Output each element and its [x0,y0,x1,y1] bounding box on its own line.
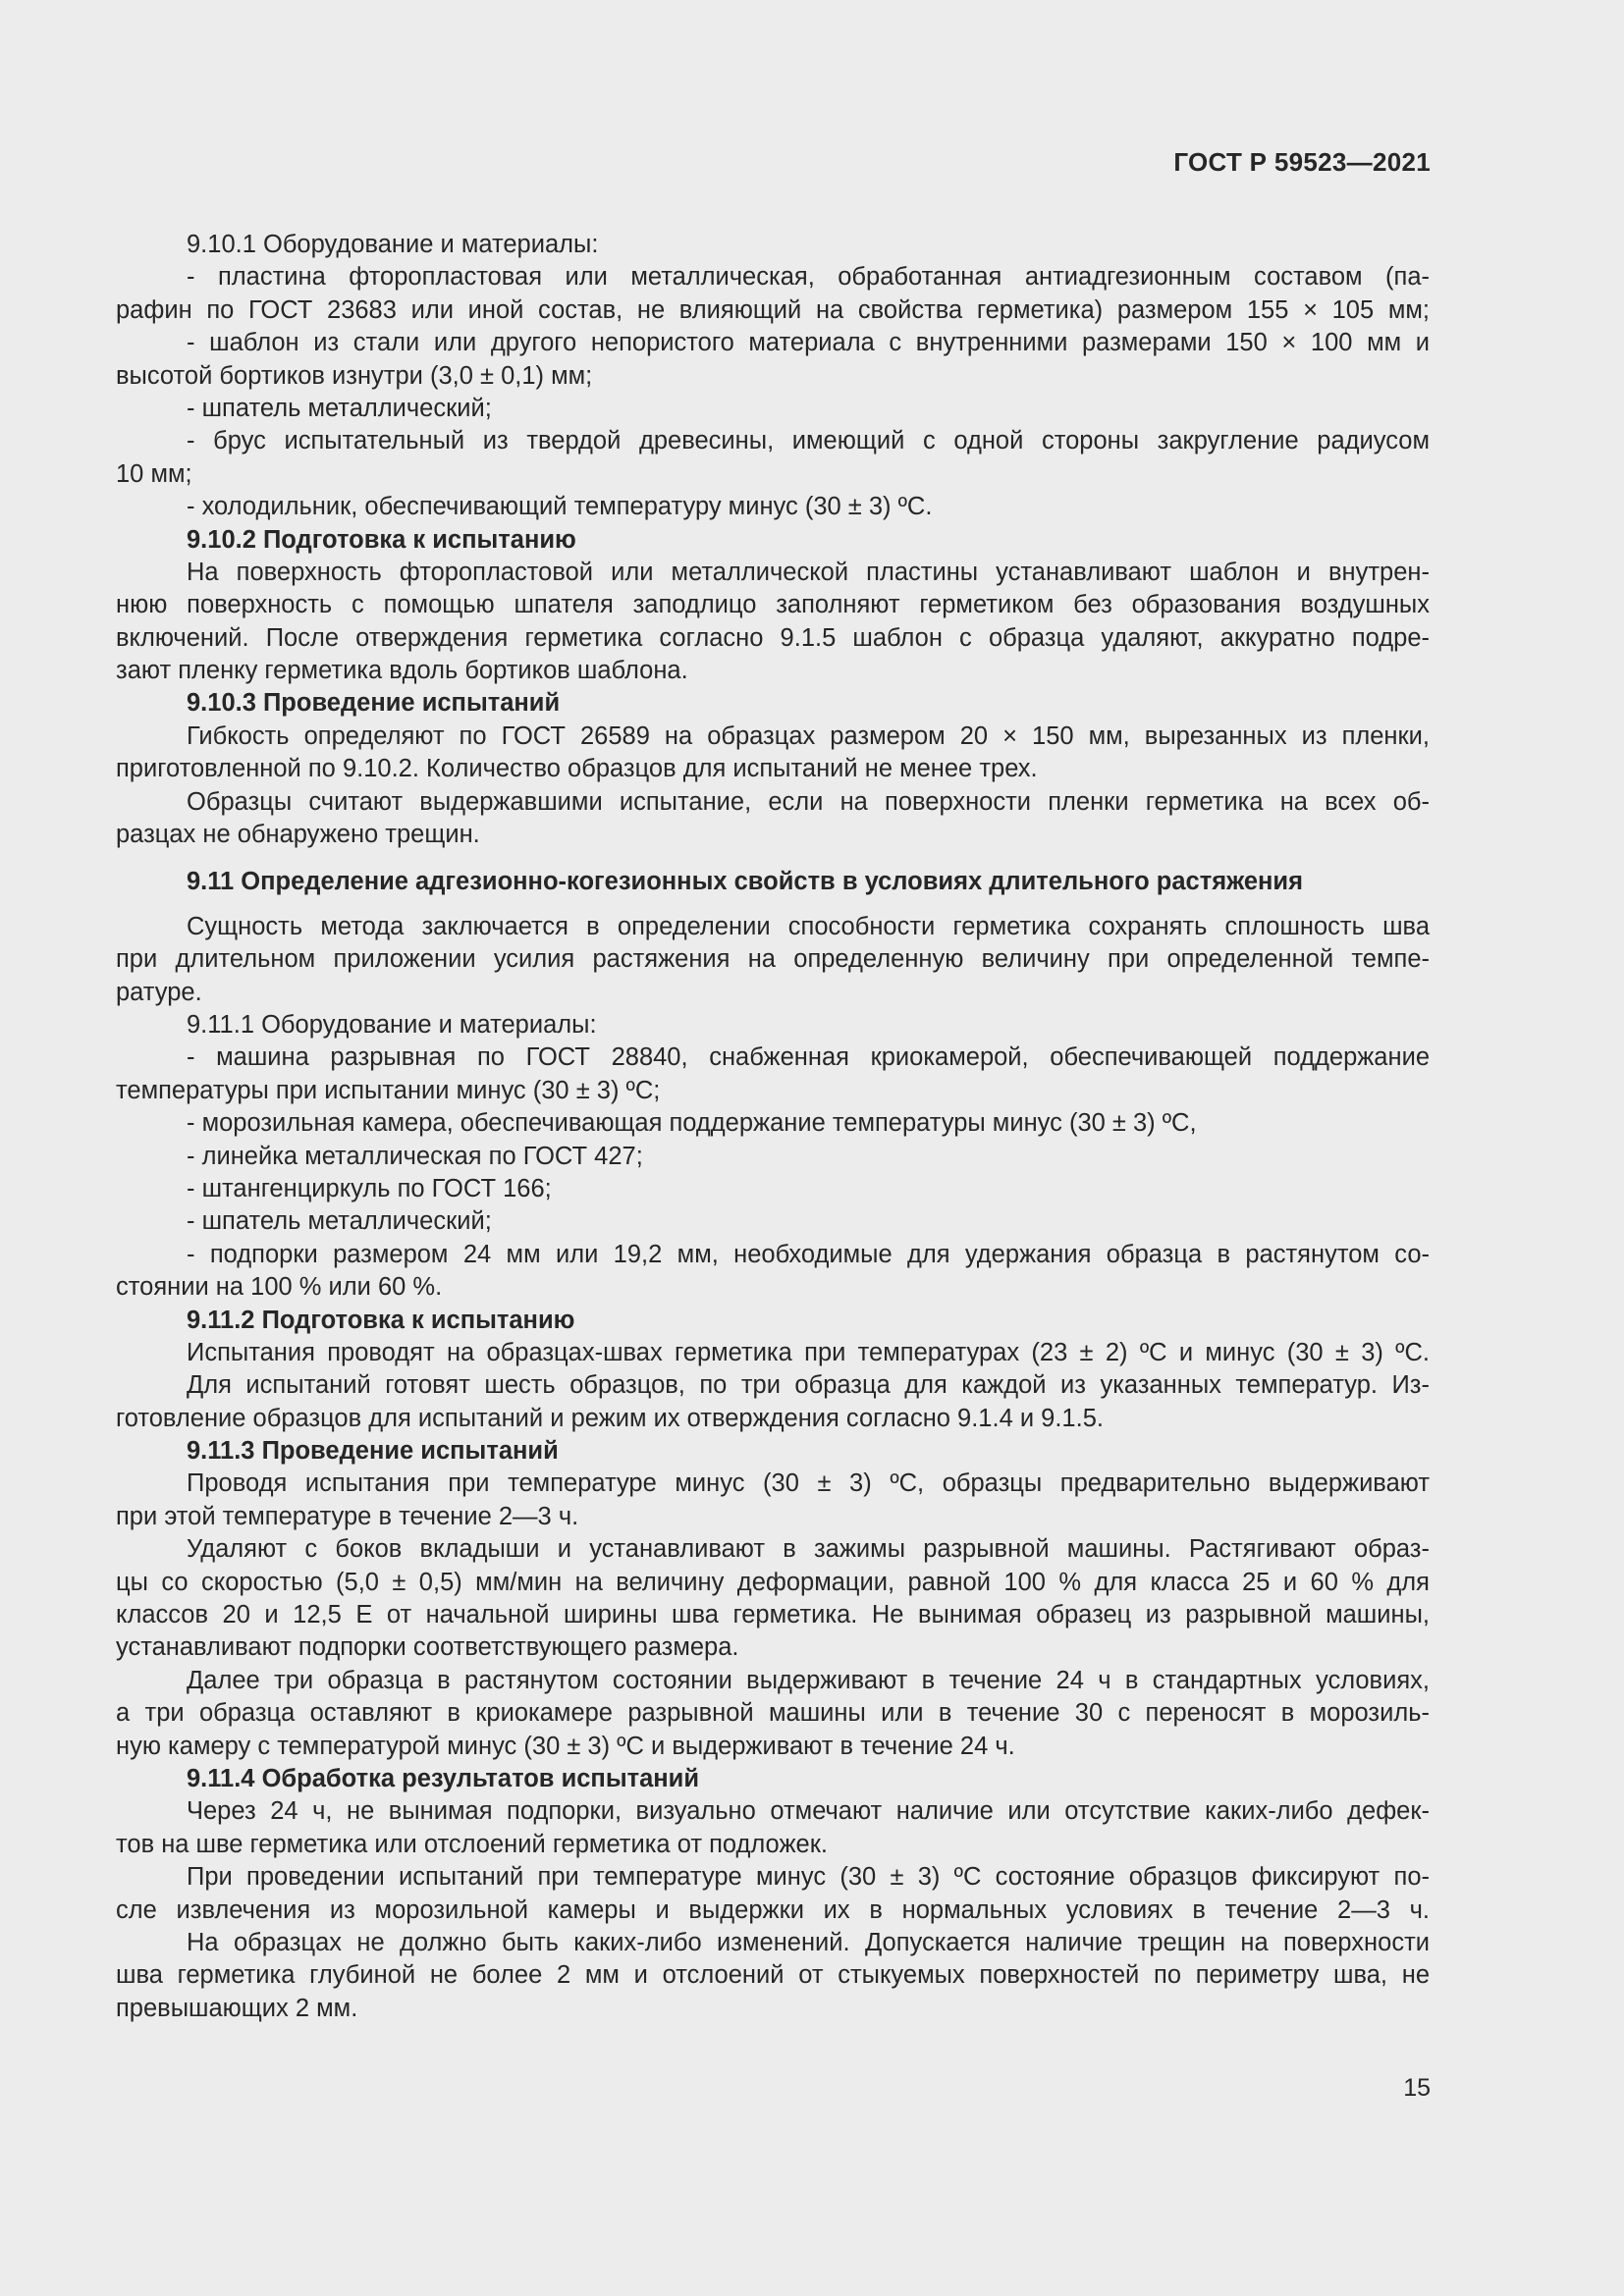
body-text-line: ную камеру с температурой минус (30 ± 3) ºС и выдерживают в течение 24 ч. [116,1732,1015,1760]
body-text-line: 10 мм; [116,459,192,488]
body-text-line: Гибкость определяют по ГОСТ 26589 на образцах размером 20 × 150 мм, вырезанных из пленки, [187,721,1430,750]
body-text-line: - брус испытательный из твердой древесины, имеющий с одной стороны закругление радиусом [187,427,1430,455]
body-text-line: 9.11.1 Оборудование и материалы: [187,1010,597,1039]
body-text-line: - машина разрывная по ГОСТ 28840, снабженная криокамерой, обеспечивающей поддержание [187,1043,1430,1072]
body-text-line: Образцы считают выдержавшими испытание, если на поверхности пленки герметика на всех об- [187,787,1430,816]
body-text-line: - холодильник, обеспечивающий температуру минус (30 ± 3) ºС. [187,493,933,521]
body-text-line: Далее три образца в растянутом состоянии выдерживают в течение 24 ч в стандартных условиях, [187,1666,1430,1694]
section-heading-line: 9.10.3 Проведение испытаний [187,689,561,718]
body-text-line: При проведении испытаний при температуре минус (30 ± 3) ºС состояние образцов фиксируют по- [187,1863,1430,1892]
body-text-line: при этой температуре в течение 2—3 ч. [116,1502,579,1530]
body-text-line: разцах не обнаружено трещин. [116,821,480,849]
body-text-line: а три образца оставляют в криокамере разрывной машины или в течение 30 с переносят в морозиль- [116,1699,1430,1728]
body-text-line: Для испытаний готовят шесть образцов, по три образца для каждой из указанных температур. Из- [187,1371,1430,1400]
document-standard-id: ГОСТ Р 59523—2021 [1173,147,1431,177]
body-text-line: готовление образцов для испытаний и режим их отверждения согласно 9.1.4 и 9.1.5. [116,1404,1104,1432]
body-text-line: рафин по ГОСТ 23683 или иной состав, не влияющий на свойства герметика) размером 155 × 105 мм; [116,295,1430,324]
body-text-line: приготовленной по 9.10.2. Количество образцов для испытаний не менее трех. [116,755,1038,783]
body-text-line: зают пленку герметика вдоль бортиков шаблона. [116,657,688,685]
body-text-line: тов на шве герметика или отслоений герметика от подложек. [116,1830,828,1858]
body-text-line: цы со скоростью (5,0 ± 0,5) мм/мин на величину деформации, равной 100 % для класса 25 и 60 % для [116,1568,1430,1596]
section-heading-line: 9.10.2 Подготовка к испытанию [187,525,576,554]
document-body [116,229,1430,2025]
body-text-line: - шаблон из стали или другого непористого материала с внутренними размерами 150 × 100 мм и [187,329,1430,357]
body-text-line: - морозильная камера, обеспечивающая поддержание температуры минус (30 ± 3) ºС, [187,1109,1197,1138]
page-number: 15 [1403,2074,1431,2102]
body-text-line: классов 20 и 12,5 Е от начальной ширины шва герметика. Не вынимая образец из разрывной машины, [116,1601,1430,1629]
body-text-line: - пластина фторопластовая или металлическая, обработанная антиадгезионным составом (па- [187,263,1430,292]
body-text-line: высотой бортиков изнутри (3,0 ± 0,1) мм; [116,361,593,390]
body-text-line: стоянии на 100 % или 60 %. [116,1273,443,1302]
body-text-line: На поверхность фторопластовой или металлической пластины устанавливают шаблон и внутрен- [187,558,1430,586]
body-text-line: Испытания проводят на образцах-швах герметика при температурах (23 ± 2) ºС и минус (30 ± 3) ºС. [187,1338,1430,1366]
body-text-line: температуры при испытании минус (30 ± 3) ºС; [116,1076,661,1104]
body-text-line: Через 24 ч, не вынимая подпорки, визуально отмечают наличие или отсутствие каких-либо дефек- [187,1797,1430,1826]
body-text-line: превышающих 2 мм. [116,1994,358,2022]
body-text-line: Проводя испытания при температуре минус (30 ± 3) ºС, образцы предварительно выдерживают [187,1469,1430,1498]
section-heading-line: 9.11.4 Обработка результатов испытаний [187,1764,700,1792]
body-text-line: при длительном приложении усилия растяжения на определенную величину при определенной темпе- [116,945,1430,974]
section-heading-line: 9.11.2 Подготовка к испытанию [187,1306,575,1334]
body-text-line: включений. После отверждения герметика согласно 9.1.5 шаблон с образца удаляют, аккуратно подре- [116,623,1430,652]
body-text-line: - подпорки размером 24 мм или 19,2 мм, необходимые для удержания образца в растянутом со- [187,1240,1430,1268]
body-text-line: - линейка металлическая по ГОСТ 427; [187,1142,643,1170]
body-text-line: - штангенциркуль по ГОСТ 166; [187,1174,552,1202]
body-text-line: Удаляют с боков вкладыши и устанавливают в зажимы разрывной машины. Растягивают образ- [187,1535,1430,1564]
body-text-line: шва герметика глубиной не более 2 мм и отслоений от стыкуемых поверхностей по периметру шва, не [116,1961,1430,1990]
body-text-line: нюю поверхность с помощью шпателя заподлицо заполняют герметиком без образования воздушных [116,591,1430,619]
body-text-line: - шпатель металлический; [187,394,492,422]
section-heading-line: 9.11 Определение адгезионно-когезионных свойств в условиях длительного растяжения [187,868,1303,896]
body-text-line: - шпатель металлический; [187,1207,492,1236]
body-text-line: сле извлечения из морозильной камеры и выдержки их в нормальных условиях в течение 2—3 ч. [116,1896,1430,1924]
body-text-line: На образцах не должно быть каких-либо изменений. Допускается наличие трещин на поверхности [187,1928,1430,1956]
section-heading-line: 9.11.3 Проведение испытаний [187,1437,559,1466]
body-text-line: Сущность метода заключается в определении способности герметика сохранять сплошность шва [187,912,1430,940]
body-text-line: ратуре. [116,978,202,1006]
body-text-line: 9.10.1 Оборудование и материалы: [187,231,599,258]
body-text-line: устанавливают подпорки соответствующего размера. [116,1633,739,1662]
